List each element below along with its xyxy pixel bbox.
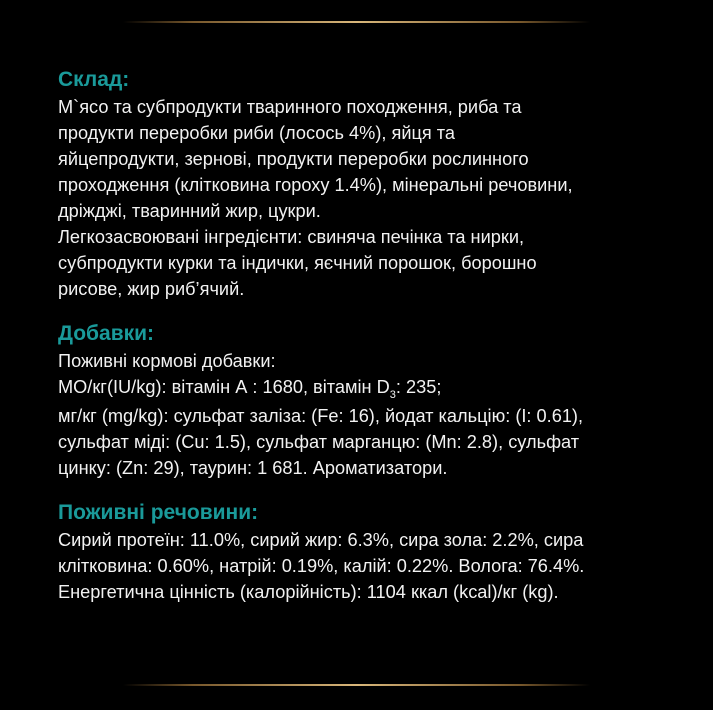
vitamins-text: МО/кг(IU/kg): вітамін А : 1680, вітамін D [58, 377, 390, 397]
nutrients-line: Сирий протеїн: 11.0%, сирий жир: 6.3%, сира зола: 2.2%, сира [58, 530, 584, 550]
composition-line: М`ясо та субпродукти тваринного походження, риба та [58, 97, 522, 117]
composition-line: дріжджі, тваринний жир, цукри. [58, 201, 321, 221]
vitamin-d-subscript: 3 [389, 389, 396, 401]
additives-line: цинку: (Zn: 29), таурин: 1 681. Ароматизатори. [58, 458, 448, 478]
composition-line: Легкозасвоювані інгредієнти: свиняча печінка та нирки, [58, 227, 525, 247]
nutrients-line: клітковина: 0.60%, натрій: 0.19%, калій: 0.22%. Волога: 76.4%. [58, 556, 585, 576]
additives-line: Поживні кормові добавки: [58, 351, 276, 371]
additives-vitamins-line [58, 374, 698, 403]
composition-line: субпродукти курки та індички, яєчний порошок, борошно [58, 253, 537, 273]
composition-line: продукти переробки риби (лосось 4%), яйця та [58, 123, 456, 143]
bottom-divider [123, 684, 590, 686]
additives-section [58, 320, 698, 481]
nutrients-section [58, 499, 698, 605]
additives-line: мг/кг (mg/kg): сульфат заліза: (Fe: 16), йодат кальцію: (I: 0.61), [58, 406, 584, 426]
composition-section [58, 66, 698, 302]
additives-line: сульфат міді: (Cu: 1.5), сульфат марганцю: (Mn: 2.8), сульфат [58, 432, 580, 452]
composition-line: рисове, жир риб’ячий. [58, 279, 245, 299]
vitamins-text-end: : 235; [395, 377, 442, 397]
composition-heading: Склад: [58, 68, 130, 91]
composition-line: яйцепродукти, зернові, продукти переробки рослинного [58, 149, 529, 169]
additives-heading: Добавки: [58, 322, 155, 345]
nutrients-heading: Поживні речовини: [58, 501, 259, 524]
top-divider [123, 21, 590, 23]
label-content [58, 66, 698, 605]
nutrients-line: Енергетична цінність (калорійність): 1104 ккал (kcal)/кг (kg). [58, 582, 559, 602]
composition-line: проходження (клітковина гороху 1.4%), мінеральні речовини, [58, 175, 573, 195]
